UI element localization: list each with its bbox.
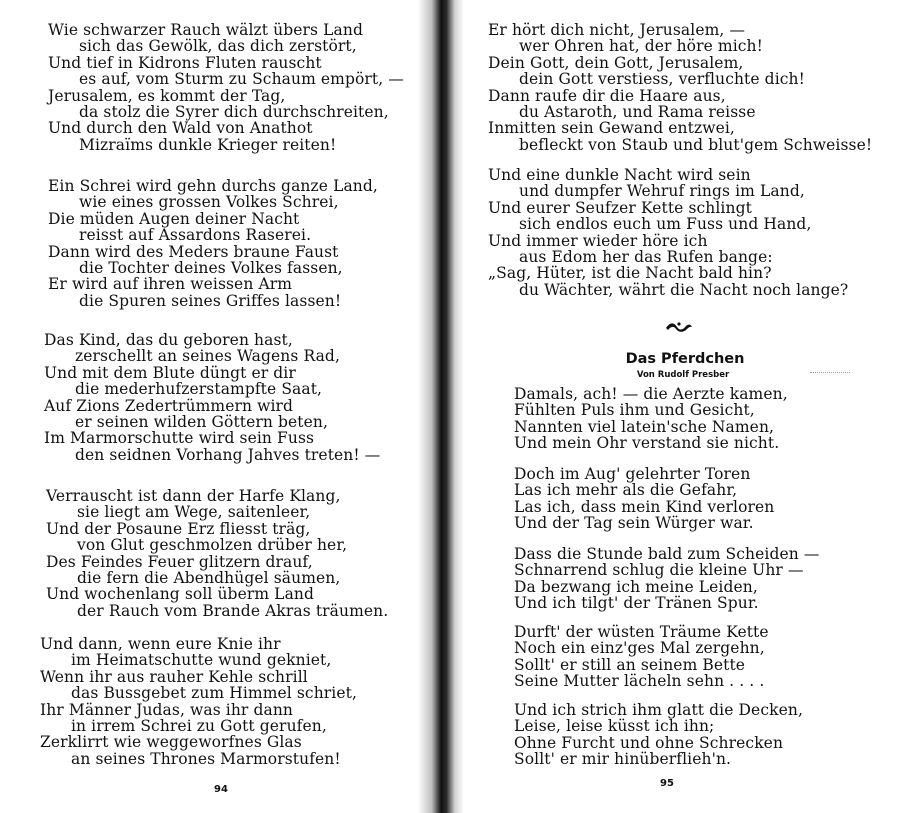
- right-page: [460, 0, 900, 813]
- verse-line: den seidnen Vorhang Jahves treten! —: [75, 445, 381, 464]
- verse-line: Las ich, dass mein Kind verloren: [514, 497, 775, 516]
- page-number: 95: [660, 778, 674, 789]
- verse-line: und dumpfer Wehruf rings im Land,: [519, 182, 805, 201]
- verse-line: Dein Gott, dein Gott, Jerusalem,: [488, 53, 744, 72]
- verse-line: Damals, ach! — die Aerzte kamen,: [514, 385, 788, 403]
- verse-line: die mederhufzerstampfte Saat,: [75, 380, 323, 399]
- verse-line: Und mein Ohr verstand sie nicht.: [514, 434, 780, 453]
- verse-line: Und ich strich ihm glatt die Decken,: [514, 701, 803, 719]
- verse-line: er seinen wilden Göttern beten,: [75, 413, 329, 432]
- verse-line: Noch ein einz'ges Mal zergehn,: [514, 639, 765, 658]
- verse-line: sich das Gewölk, das dich zerstört,: [79, 37, 357, 56]
- verse-line: reisst auf Assardons Raserei.: [79, 226, 312, 245]
- verse-line: Er hört dich nicht, Jerusalem, —: [488, 21, 746, 39]
- verse-line: Und tief in Kidrons Fluten rauscht: [48, 53, 322, 72]
- verse-line: in irrem Schrei zu Gott gerufen,: [71, 717, 327, 736]
- verse-line: Und der Posaune Erz fliesst träg,: [46, 519, 311, 538]
- verse-line: dein Gott verstiess, verfluchte dich!: [519, 70, 805, 89]
- poem-stanza: [514, 546, 819, 612]
- poem-title: Das Pferdchen: [625, 351, 745, 367]
- faint-dotted-mark: [810, 372, 850, 375]
- verse-line: Und eurer Seufzer Kette schlingt: [488, 198, 752, 217]
- poem-stanza: [514, 466, 774, 532]
- verse-line: Sollt' er still an seinem Bette: [514, 655, 746, 674]
- verse-line: Wie schwarzer Rauch wälzt übers Land: [48, 21, 363, 39]
- verse-line: Leise, leise küsst ich ihn;: [514, 717, 715, 736]
- left-page: [0, 0, 440, 813]
- verse-line: Nannten viel latein'sche Namen,: [514, 417, 775, 436]
- verse-line: Und eine dunkle Nacht wird sein: [488, 166, 751, 184]
- verse-line: Wenn ihr aus rauher Kehle schrill: [40, 667, 308, 686]
- stanza: [488, 22, 872, 153]
- poem-stanza: [514, 702, 803, 768]
- verse-line: sie liegt am Wege, saitenleer,: [77, 503, 311, 522]
- verse-line: der Rauch vom Brande Akras träumen.: [77, 601, 389, 620]
- verse-line: Zerklirrt wie weggeworfnes Glas: [40, 733, 302, 752]
- verse-line: die Tochter deines Volkes fassen,: [79, 259, 343, 278]
- verse-line: Und mit dem Blute düngt er dir: [44, 363, 296, 382]
- verse-line: du Wächter, währt die Nacht noch lange?: [519, 280, 849, 299]
- verse-line: Verrauscht ist dann der Harfe Klang,: [46, 487, 341, 505]
- verse-line: Und ich tilgt' der Tränen Spur.: [514, 594, 759, 613]
- verse-line: Seine Mutter lächeln sehn . . . .: [514, 672, 765, 691]
- verse-line: Und durch den Wald von Anathot: [48, 119, 313, 138]
- poem-stanza: [514, 624, 769, 690]
- verse-line: Im Marmorschutte wird sein Fuss: [44, 429, 315, 448]
- verse-line: Und wochenlang soll überm Land: [46, 585, 315, 604]
- page-number: 94: [214, 784, 228, 795]
- verse-line: Ein Schrei wird gehn durchs ganze Land,: [48, 177, 378, 195]
- verse-line: Und immer wieder höre ich: [488, 231, 708, 250]
- verse-line: wer Ohren hat, der höre mich!: [519, 37, 763, 56]
- stanza: [48, 22, 404, 153]
- verse-line: Die müden Augen deiner Nacht: [48, 209, 300, 228]
- verse-line: „Sag, Hüter, ist die Nacht bald hin?: [488, 264, 772, 283]
- verse-line: Er wird auf ihren weissen Arm: [48, 275, 293, 294]
- stanza: [40, 636, 357, 767]
- stanza: [46, 488, 388, 619]
- verse-line: Und der Tag sein Würger war.: [514, 514, 754, 533]
- verse-line: Das Kind, das du geboren hast,: [44, 331, 293, 349]
- verse-line: Dann raufe dir die Haare aus,: [488, 86, 726, 105]
- verse-line: Dass die Stunde bald zum Scheiden —: [514, 545, 820, 563]
- verse-line: Schnarrend schlug die kleine Uhr —: [514, 561, 804, 580]
- stanza: [44, 332, 380, 463]
- verse-line: Ihr Männer Judas, was ihr dann: [40, 700, 293, 719]
- verse-line: die Spuren seines Griffes lassen!: [79, 291, 342, 310]
- verse-line: Und dann, wenn eure Knie ihr: [40, 635, 281, 653]
- verse-line: Durft' der wüsten Träume Kette: [514, 623, 769, 641]
- verse-line: Dann wird des Meders braune Faust: [48, 242, 339, 261]
- verse-line: Auf Zions Zedertrümmern wird: [44, 396, 294, 415]
- verse-line: das Bussgebet zum Himmel schriet,: [71, 684, 357, 703]
- verse-line: die fern die Abendhügel säumen,: [77, 569, 341, 588]
- verse-line: Sollt' er mir hinüberflieh'n.: [514, 750, 732, 769]
- verse-line: im Heimatschutte wund gekniet,: [71, 651, 332, 670]
- verse-line: Doch im Aug' gelehrter Toren: [514, 465, 751, 483]
- stanza: [48, 178, 378, 309]
- verse-line: wie eines grossen Volkes Schrei,: [79, 193, 339, 212]
- verse-line: es auf, vom Sturm zu Schaum empört, —: [79, 70, 404, 89]
- verse-line: Jerusalem, es kommt der Tag,: [48, 86, 286, 105]
- verse-line: an seines Thrones Marmorstufen!: [71, 749, 341, 768]
- verse-line: Da bezwang ich meine Leiden,: [514, 577, 758, 596]
- verse-line: zerschellt an seines Wagens Rad,: [75, 347, 340, 366]
- verse-line: Des Feindes Feuer glitzern drauf,: [46, 552, 313, 571]
- verse-line: von Glut geschmolzen drüber her,: [77, 536, 348, 555]
- verse-line: aus Edom her das Rufen bange:: [519, 248, 773, 267]
- verse-line: Ohne Furcht und ohne Schrecken: [514, 733, 784, 752]
- verse-line: befleckt von Staub und blut'gem Schweisse!: [519, 135, 873, 154]
- verse-line: du Astaroth, und Rama reisse: [519, 103, 756, 122]
- verse-line: Mizraïms dunkle Krieger reiten!: [79, 135, 337, 154]
- verse-line: Fühlten Puls ihm und Gesicht,: [514, 401, 755, 420]
- stanza: [488, 167, 848, 298]
- verse-line: da stolz die Syrer dich durchschreiten,: [79, 103, 389, 122]
- poem-author: Von Rudolf Presber: [636, 370, 730, 380]
- verse-line: sich endlos euch um Fuss und Hand,: [519, 215, 812, 234]
- fleuron-ornament: [664, 320, 694, 334]
- verse-line: Las ich mehr als die Gefahr,: [514, 481, 738, 500]
- verse-line: Inmitten sein Gewand entzwei,: [488, 119, 735, 138]
- poem-stanza: [514, 386, 788, 452]
